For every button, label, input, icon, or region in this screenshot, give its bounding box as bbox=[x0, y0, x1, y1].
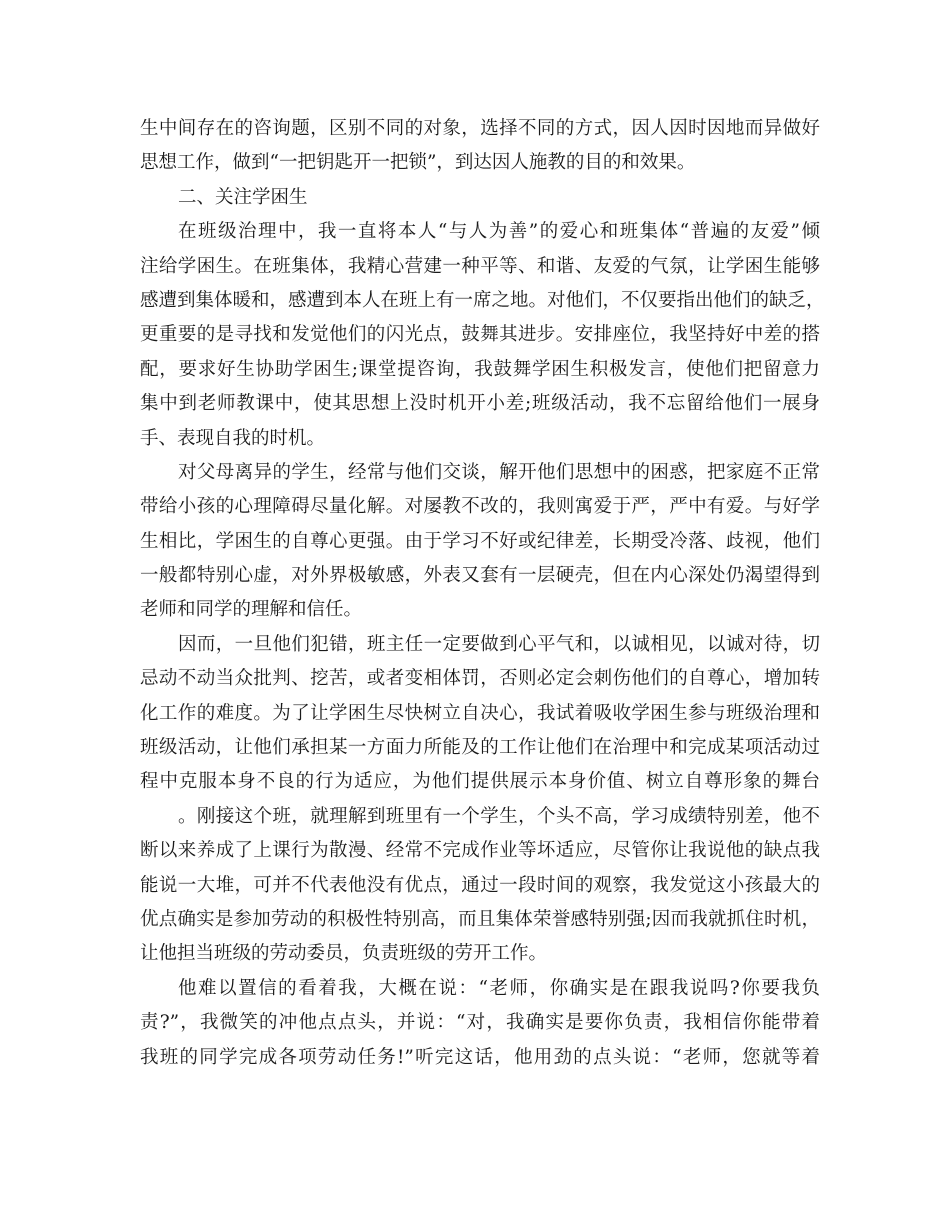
text-line: 更重要的是寻找和发觉他们的闪光点，鼓舞其进步。安排座位，我坚持好中差的搭 bbox=[140, 324, 820, 346]
text-line: 因而，一旦他们犯错，班主任一定要做到心平气和，以诚相见，以诚对待，切 bbox=[178, 633, 820, 655]
text-line: 他难以置信的看着我，大概在说：“老师，你确实是在跟我说吗?你要我负 bbox=[178, 977, 820, 999]
text-line: 断以来养成了上课行为散漫、经常不完成作业等坏适应，尽管你让我说他的缺点我 bbox=[140, 840, 820, 862]
text-line: 责?”，我微笑的冲他点点头，并说：“对，我确实是要你负责，我相信你能带着 bbox=[140, 1012, 820, 1034]
text-line: 能说一大堆，可并不代表他没有优点，通过一段时间的观察，我发觉这小孩最大的 bbox=[140, 874, 820, 896]
text-line: 对父母离异的学生，经常与他们交谈，解开他们思想中的困惑，把家庭不正常 bbox=[178, 461, 820, 483]
text-line: 一般都特别心虚，对外界极敏感，外表又套有一层硬壳，但在内心深处仍渴望得到 bbox=[140, 565, 820, 587]
text-line: 生中间存在的咨询题，区别不同的对象，选择不同的方式，因人因时因地而异做好 bbox=[140, 118, 820, 139]
text-line: 注给学困生。在班集体，我精心营建一种平等、和谐、友爱的气氛，让学困生能够 bbox=[140, 255, 820, 277]
text-line: 老师和同学的理解和信任。 bbox=[140, 599, 363, 621]
text-line: 我班的同学完成各项劳动任务!”听完这话，他用劲的点头说：“老师，您就等着 bbox=[140, 1046, 820, 1068]
text-line: 。刚接这个班，就理解到班里有一个学生，个头不高，学习成绩特别差，他不 bbox=[178, 805, 820, 827]
text-line: 手、表现自我的时机。 bbox=[140, 427, 326, 449]
text-line: 让他担当班级的劳动委员，负责班级的劳开工作。 bbox=[140, 943, 548, 965]
text-line: 班级活动，让他们承担某一方面力所能及的工作让他们在治理中和完成某项活动过 bbox=[140, 737, 820, 759]
text-line: 配，要求好生协助学困生;课堂提咨询，我鼓舞学困生积极发言，使他们把留意力 bbox=[140, 358, 820, 380]
text-line: 二、关注学困生 bbox=[178, 186, 308, 208]
text-line: 程中克服本身不良的行为适应，为他们提供展示本身价值、树立自尊形象的舞台 bbox=[140, 771, 820, 793]
text-line: 生相比，学困生的自尊心更强。由于学习不好或纪律差，长期受冷落、歧视，他们 bbox=[140, 530, 820, 552]
text-line: 集中到老师教课中，使其思想上没时机开小差;班级活动，我不忘留给他们一展身 bbox=[140, 393, 820, 415]
text-line: 优点确实是参加劳动的积极性特别高，而且集体荣誉感特别强;因而我就抓住时机， bbox=[140, 908, 820, 930]
text-line: 在班级治理中，我一直将本人“与人为善”的爱心和班集体“普遍的友爱”倾 bbox=[178, 221, 820, 243]
document-body bbox=[140, 112, 825, 1075]
text-line: 思想工作，做到“一把钥匙开一把锁”，到达因人施教的目的和效果。 bbox=[140, 152, 696, 174]
text-line: 忌动不动当众批判、挖苦，或者变相体罚，否则必定会刺伤他们的自尊心，增加转 bbox=[140, 668, 820, 690]
text-line: 化工作的难度。为了让学困生尽快树立自决心，我试着吸收学困生参与班级治理和 bbox=[140, 702, 820, 724]
text-line: 带给小孩的心理障碍尽量化解。对屡教不改的，我则寓爱于严，严中有爱。与好学 bbox=[140, 496, 820, 518]
text-line: 感遭到集体暖和，感遭到本人在班上有一席之地。对他们，不仅要指出他们的缺乏， bbox=[140, 289, 825, 311]
